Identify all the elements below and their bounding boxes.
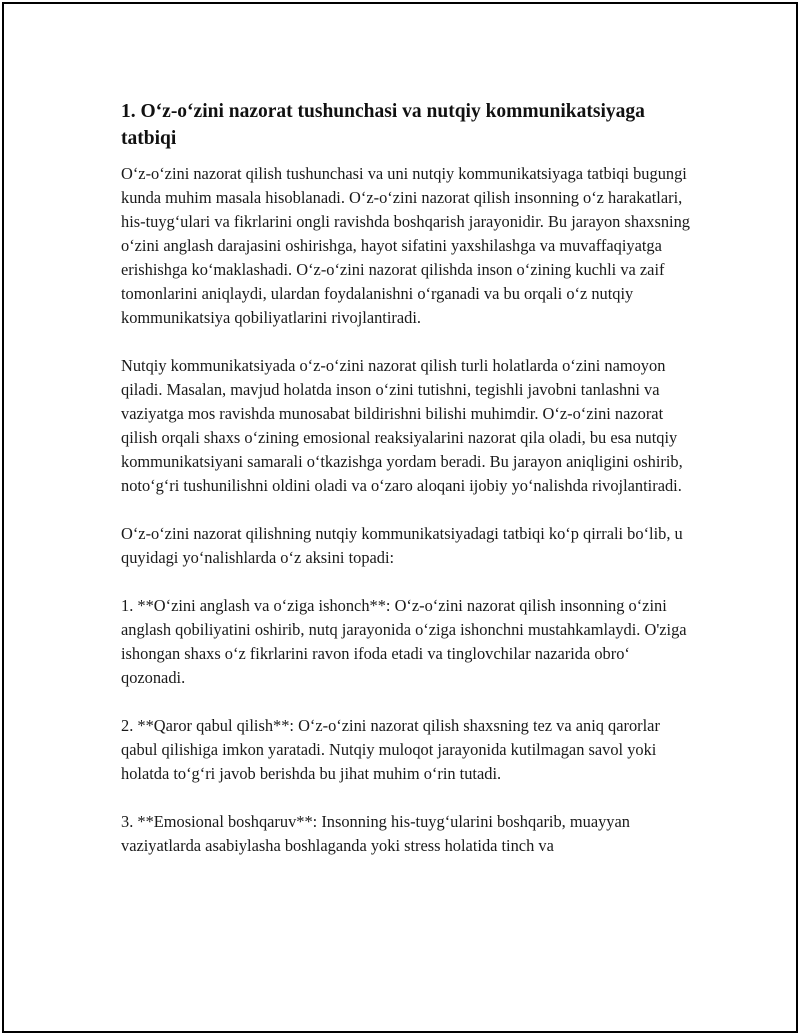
paragraph-application: O‘z-o‘zini nazorat qilishning nutqiy kommunikatsiyadagi tatbiqi ko‘p qirrali bo‘lib, u quyidagi yo‘nalishlarda o‘z aksini topadi: [121, 524, 683, 567]
section-heading: 1. O‘z-o‘zini nazorat tushunchasi va nutqiy kommunikatsiyaga tatbiqi [121, 101, 645, 149]
document-body [121, 98, 696, 882]
list-item-decision-making: 2. **Qaror qabul qilish**: O‘z-o‘zini nazorat qilish shaxsning tez va aniq qarorlar qabul qilishiga imkon yaratadi. Nutqiy muloqot jarayonida kutilmagan savol yoki holatda to‘g‘ri javob berishda bu jihat muhim o‘rin tutadi. [121, 716, 660, 783]
paragraph-communication: Nutqiy kommunikatsiyada o‘z-o‘zini nazorat qilish turli holatlarda o‘zini namoyon qiladi. Masalan, mavjud holatda inson o‘zini tutishni, tegishli javobni tanlashni va vaziyatga mos ravishda munosabat bildirishni bilishi muhimdir. O‘z-o‘zini nazorat qilish orqali shaxs o‘zining emosional reaksiyalarini nazorat qila oladi, bu esa nutqiy kommunikatsiyani samarali o‘tkazishga yordam beradi. Bu jarayon aniqligini oshirib, noto‘g‘ri tushunilishni oldini oladi va o‘zaro aloqani ijobiy yo‘nalishda rivojlantiradi. [121, 356, 683, 495]
list-item-emotional-control: 3. **Emosional boshqaruv**: Insonning his-tuyg‘ularini boshqarib, muayyan vaziyatlarda asabiylasha boshlaganda yoki stress holatida tinch va [121, 812, 630, 855]
paragraph-intro: O‘z-o‘zini nazorat qilish tushunchasi va uni nutqiy kommunikatsiyaga tatbiqi bugungi kunda muhim masala hisoblanadi. O‘z-o‘zini nazorat qilish insonning o‘z harakatlari, his-tuyg‘ulari va fikrlarini ongli ravishda boshqarish jarayonidir. Bu jarayon shaxsning o‘zini anglash darajasini oshirishga, hayot sifatini yaxshilashga va muvaffaqiyatga erishishga ko‘maklashadi. O‘z-o‘zini nazorat qilishda inson o‘zining kuchli va zaif tomonlarini aniqlaydi, ulardan foydalanishni o‘rganadi va bu orqali o‘z nutqiy kommunikatsiya qobiliyatlarini rivojlantiradi. [121, 164, 691, 327]
list-item-self-awareness: 1. **O‘zini anglash va o‘ziga ishonch**: O‘z-o‘zini nazorat qilish insonning o‘zini anglash qobiliyatini oshirib, nutq jarayonida o‘ziga ishonchni mustahkamlaydi. O'ziga ishongan shaxs o‘z fikrlarini ravon ifoda etadi va tinglovchilar nazarida obro‘ qozonadi. [121, 596, 687, 687]
page-frame [2, 2, 798, 1033]
